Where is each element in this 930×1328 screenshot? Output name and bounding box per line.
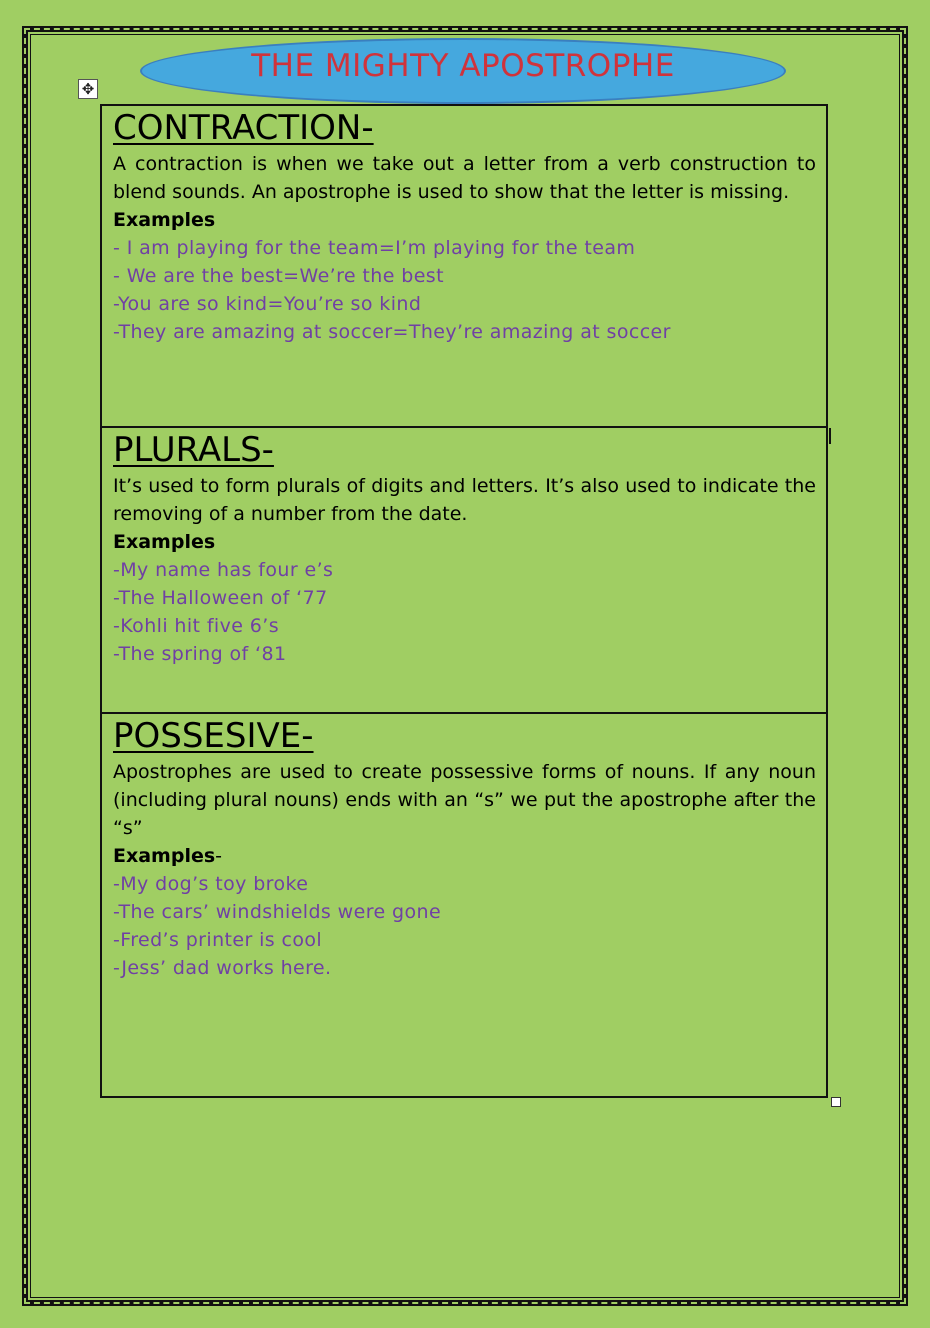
title-oval: [140, 38, 786, 104]
contraction-cell[interactable]: [102, 106, 826, 426]
examples-label: Examples: [113, 531, 216, 553]
section-description: A contraction is when we take out a letter from a verb construction to blend sounds. An apostrophe is used to show that the letter is missing.: [113, 153, 816, 203]
example-item: -My name has four e’s: [113, 559, 334, 581]
move-arrows-icon[interactable]: [78, 79, 98, 99]
text-cursor: [829, 428, 831, 444]
plurals-cell[interactable]: [102, 426, 826, 712]
example-item: -My dog’s toy broke: [113, 873, 309, 895]
possessive-cell[interactable]: [102, 712, 826, 1096]
examples-heading: [113, 842, 816, 870]
example-item: - I am playing for the team=I’m playing for the team: [113, 237, 636, 259]
move-glyph: ✥: [81, 79, 95, 98]
examples-label: Examples: [113, 209, 216, 231]
example-item: -The Halloween of ‘77: [113, 587, 328, 609]
example-item: -Jess’ dad works here.: [113, 957, 332, 979]
examples-heading: [113, 206, 816, 234]
section-heading: PLURALS-: [113, 430, 274, 470]
section-description: It’s used to form plurals of digits and letters. It’s also used to indicate the removing of a number from the date.: [113, 475, 816, 525]
table-resize-handle[interactable]: [831, 1097, 841, 1107]
section-heading: CONTRACTION-: [113, 108, 374, 148]
example-item: -Kohli hit five 6’s: [113, 615, 280, 637]
section-description: Apostrophes are used to create possessive forms of nouns. If any noun (including plural nouns) ends with an “s” we put the apostrophe after the “s”: [113, 761, 816, 839]
examples-heading: [113, 528, 816, 556]
example-item: -They are amazing at soccer=They’re amazing at soccer: [113, 321, 671, 343]
example-item: - We are the best=We’re the best: [113, 265, 444, 287]
section-heading: POSSESIVE-: [113, 716, 314, 756]
page-title: THE MIGHTY APOSTROPHE: [251, 48, 675, 84]
examples-label: Examples: [113, 845, 216, 867]
content-table: [100, 104, 828, 1098]
example-item: -The cars’ windshields were gone: [113, 901, 442, 923]
examples-suffix: -: [215, 845, 223, 867]
example-item: -You are so kind=You’re so kind: [113, 293, 422, 315]
example-item: -The spring of ‘81: [113, 643, 287, 665]
example-item: -Fred’s printer is cool: [113, 929, 323, 951]
